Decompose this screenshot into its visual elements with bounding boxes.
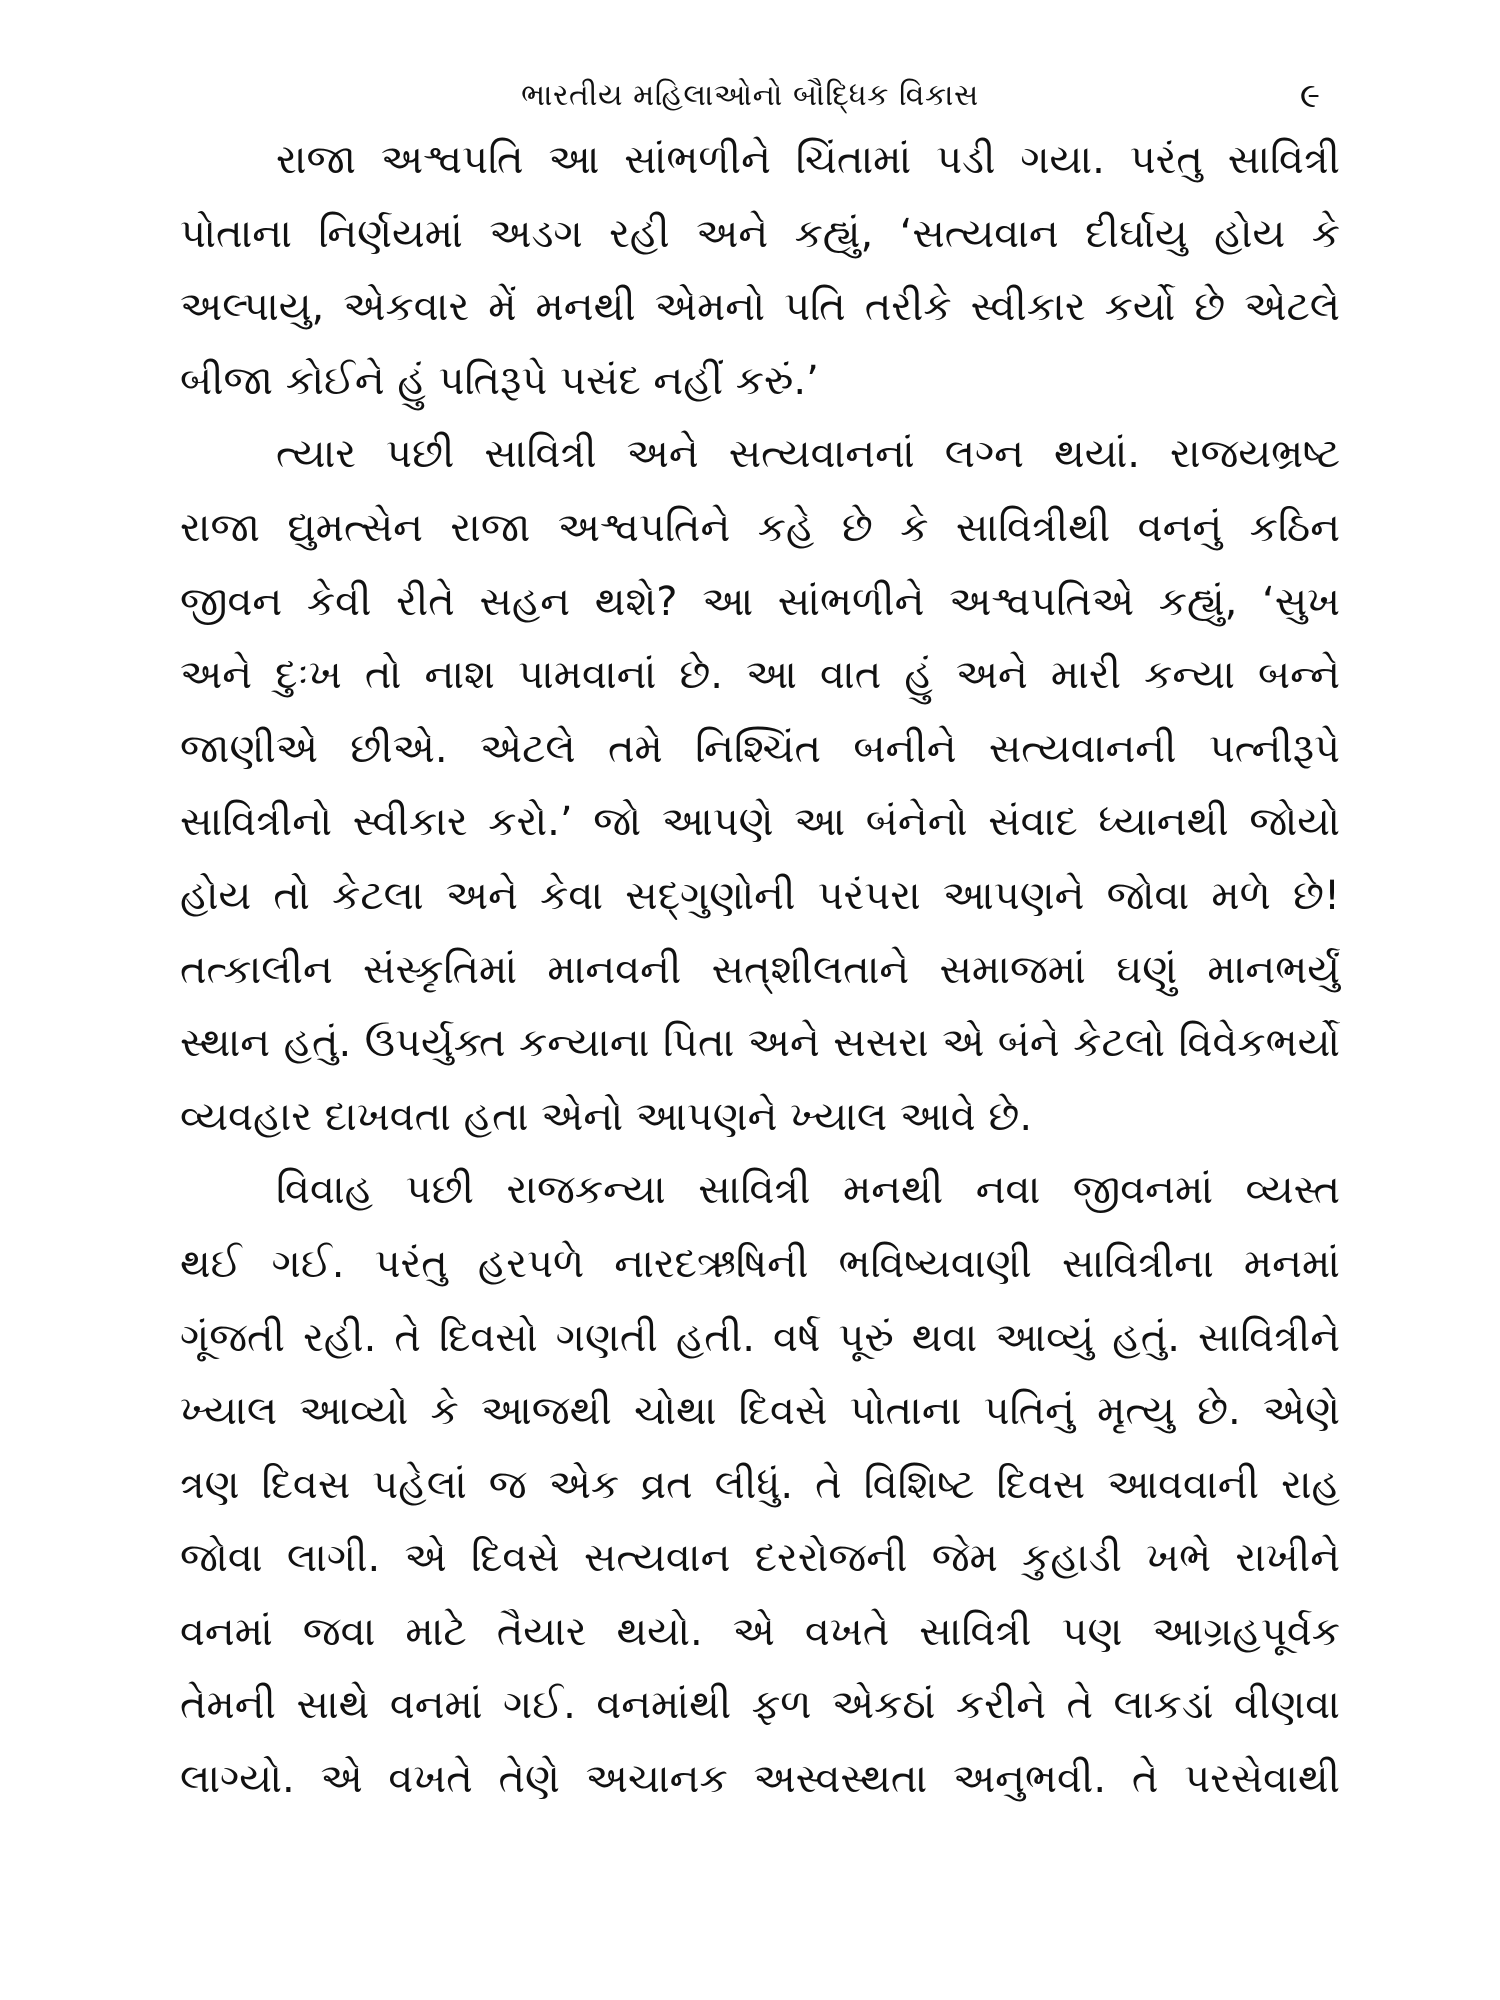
paragraph-1 bbox=[180, 124, 1340, 418]
text-line: હોય તો કેટલા અને કેવા સદ્‌ગુણોની પરંપરા આપણને જોવા મળે છે! bbox=[180, 872, 1340, 919]
text-line: તત્કાલીન સંસ્કૃતિમાં માનવની સત્‌શીલતાને સમાજમાં ઘણું માનભર્યું bbox=[180, 946, 1340, 993]
page-number: ૯ bbox=[1299, 76, 1320, 116]
running-title: ભારતીય મહિલાઓનો બૌદ્ધિક વિકાસ bbox=[521, 78, 979, 113]
text-line: જોવા લાગી. એ દિવસે સત્યવાન દરરોજની જેમ કુહાડી ખભે રાખીને bbox=[180, 1535, 1340, 1582]
text-line: ત્યાર પછી સાવિત્રી અને સત્યવાનનાં લગ્ન થયાં. રાજયભ્રષ્ટ bbox=[276, 431, 1340, 478]
text-line: ખ્યાલ આવ્યો કે આજથી ચોથા દિવસે પોતાના પતિનું મૃત્યુ છે. એણે bbox=[180, 1388, 1340, 1435]
text-line: સ્થાન હતું. ઉપર્યુક્ત કન્યાના પિતા અને સસરા એ બંને કેટલો વિવેકભર્યો bbox=[180, 1020, 1340, 1067]
text-line: રાજા દ્યુમત્સેન રાજા અશ્વપતિને કહે છે કે સાવિત્રીથી વનનું કઠિન bbox=[180, 504, 1340, 551]
text-line: જાણીએ છીએ. એટલે તમે નિશ્ચિંત બનીને સત્યવાનની પત્નીરૂપે bbox=[180, 725, 1340, 772]
text-line: તેમની સાથે વનમાં ગઈ. વનમાંથી ફળ એકઠાં કરીને તે લાકડાં વીણવા bbox=[180, 1682, 1340, 1729]
text-line: થઈ ગઈ. પરંતુ હરપળે નારદઋષિની ભવિષ્યવાણી સાવિત્રીના મનમાં bbox=[180, 1240, 1340, 1287]
text-line: અલ્પાયુ, એકવાર મેં મનથી એમનો પતિ તરીકે સ્વીકાર કર્યો છે એટલે bbox=[180, 284, 1340, 331]
paragraph-2 bbox=[180, 418, 1340, 1154]
text-line: પોતાના નિર્ણયમાં અડગ રહી અને કહ્યું, ‘સત્યવાન દીર્ઘાયુ હોય કે bbox=[180, 210, 1340, 257]
body-text bbox=[180, 124, 1340, 1817]
text-line: વ્યવહાર દાખવતા હતા એનો આપણને ખ્યાલ આવે છે. bbox=[180, 1093, 1033, 1140]
text-line: ગૂંજતી રહી. તે દિવસો ગણતી હતી. વર્ષ પૂરું થવા આવ્યું હતું. સાવિત્રીને bbox=[180, 1314, 1340, 1361]
text-line: સાવિત્રીનો સ્વીકાર કરો.’ જો આપણે આ બંનેનો સંવાદ ધ્યાનથી જોયો bbox=[180, 799, 1340, 846]
running-header bbox=[180, 74, 1320, 118]
text-line: ત્રણ દિવસ પહેલાં જ એક વ્રત લીધું. તે વિશિષ્ટ દિવસ આવવાની રાહ bbox=[180, 1461, 1340, 1508]
text-line: વનમાં જવા માટે તૈયાર થયો. એ વખતે સાવિત્રી પણ આગ્રહપૂર્વક bbox=[180, 1608, 1340, 1655]
text-line: વિવાહ પછી રાજકન્યા સાવિત્રી મનથી નવા જીવનમાં વ્યસ્ત bbox=[276, 1167, 1340, 1214]
text-line: બીજા કોઈને હું પતિરૂપે પસંદ નહીં કરું.’ bbox=[180, 357, 819, 404]
text-line: રાજા અશ્વપતિ આ સાંભળીને ચિંતામાં પડી ગયા. પરંતુ સાવિત્રી bbox=[276, 137, 1340, 183]
text-line: જીવન કેવી રીતે સહન થશે? આ સાંભળીને અશ્વપતિએ કહ્યું, ‘સુખ bbox=[180, 578, 1340, 625]
text-line: લાગ્યો. એ વખતે તેણે અચાનક અસ્વસ્થતા અનુભવી. તે પરસેવાથી bbox=[180, 1756, 1340, 1803]
paragraph-3 bbox=[180, 1154, 1340, 1816]
text-line: અને દુઃખ તો નાશ પામવાનાં છે. આ વાત હું અને મારી કન્યા બન્ને bbox=[180, 652, 1340, 699]
